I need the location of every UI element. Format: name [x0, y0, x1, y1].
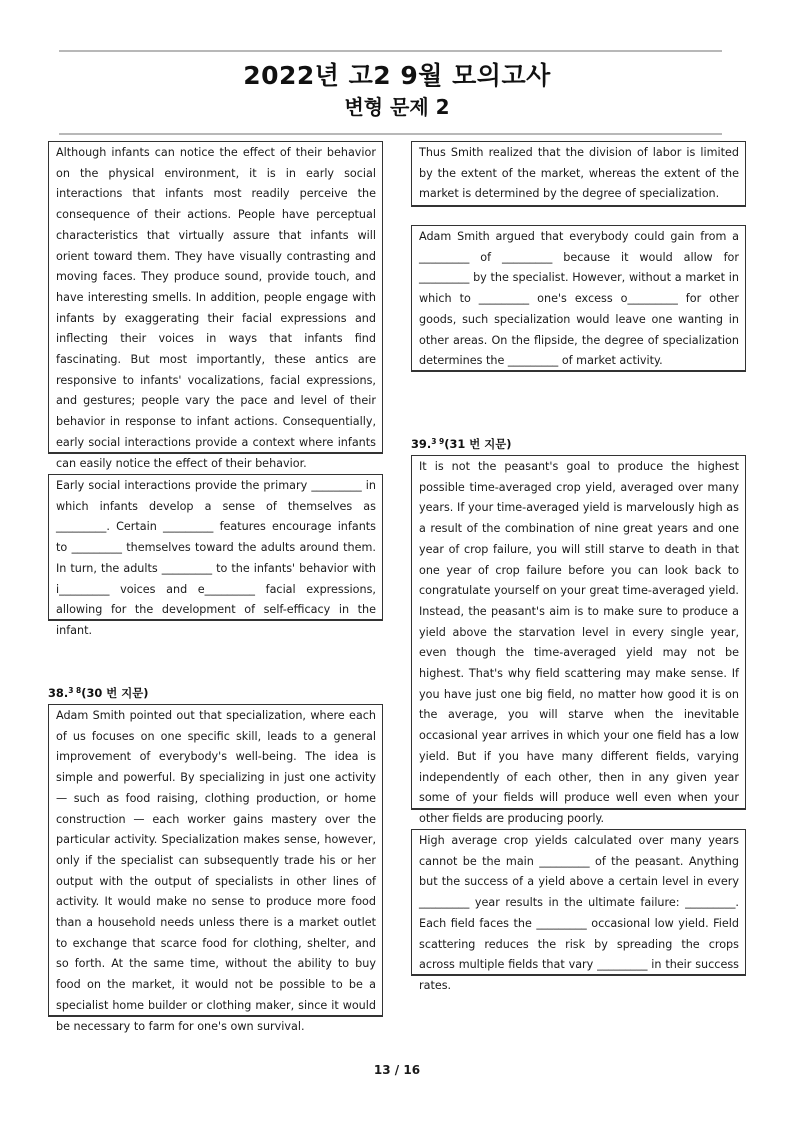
passage-38-end-box [411, 141, 746, 207]
page-subtitle: 변형 문제 2 [344, 95, 450, 119]
question-39-label [411, 436, 511, 452]
passage-a-text: Although infants can notice the effect of their behavior on the physical environment, it is in early social interactions that infants most readily perceive the consequence of their actions. People have perceptual characteristics that virtually assure that infants will orient toward them. They have visually contrasting and moving faces. They produce sound, provide touch, and have interesting smells. In addition, people engage with infants by exaggerating their facial expressions and inflecting their voices in ways that infants find fascinating. But most importantly, these antics are responsive to infants' vocalizations, facial expressions, and gestures; people vary the pace and level of their behavior in response to infant actions. Consequentially, early social interactions provide a context where infants can easily notice the effect of their behavior. [56, 146, 376, 470]
passage-38-text: Adam Smith pointed out that specialization, where each of us focuses on one specific skill, leads to a general improvement of everybody's well-being. The idea is simple and powerful. By specializing in just one activity — such as food raising, clothing production, or home construction — each worker gains mastery over the particular activity. Specialization makes sense, however, only if the specialist can subsequently trade his or her output with the output of specialists in other lines of activity. It would make no sense to produce more food than a household needs unless there is a market outlet to exchange that scarce food for clothing, shelter, and so forth. At the same time, without the ability to buy food on the market, it would not be possible to be a specialist home builder or clothing maker, since it would be necessary to farm for one's own survival. [56, 709, 376, 1033]
page-number: 13 / 16 [373, 1063, 421, 1077]
passage-box-38 [48, 704, 383, 1033]
question-38-label [48, 685, 148, 701]
summary-38-text: Adam Smith argued that everybody could gain from a _________ of _________ because it would allow for _________ by the specialist. However, without a market in which to _________ one's excess o_________ for other goods, such specialization would leave one wanting in other areas. On the flipside, the degree of specialization determines the _________ of market activity. [419, 230, 739, 368]
summary-a-text: Early social interactions provide the primary _________ in which infants develop a sense of themselves as _________. Certain _________ features encourage infants to _________ themselves toward the adults around them. In turn, the adults _________ to the infants' behavior with i_________ voices and e_________ facial expressions, allowing for the development of self-efficacy in the infant. [56, 479, 376, 637]
question-38-superscript: 3 8 [68, 686, 82, 695]
question-39-superscript: 3 9 [431, 437, 445, 446]
page-title: 2022년 고2 9월 모의고사 [243, 61, 551, 90]
passage-38-end-text: Thus Smith realized that the division of labor is limited by the extent of the market, whereas the extent of the market is determined by the degree of specialization. [419, 146, 739, 201]
question-38-tag: (30 번 지문) [81, 686, 149, 700]
summary-39-text: High average crop yields calculated over many years cannot be the main _________ of the peasant. Anything but the success of a yield above a certain level in every _________ year results in the ultimate failure: _________. Each field faces the _________ occasional low yield. Field scattering reduces the risk by spreading the crops across multiple fields that vary _________ in their success rates. [419, 834, 739, 992]
header-bottom-rule [59, 133, 722, 135]
passage-box-39 [411, 455, 746, 825]
summary-box-39 [411, 829, 746, 992]
top-rule [59, 50, 722, 52]
summary-box-38 [411, 225, 746, 372]
summary-box-a [48, 474, 383, 637]
question-38-number: 38. [48, 686, 69, 700]
question-39-tag: (31 번 지문) [444, 437, 512, 451]
passage-box-a [48, 141, 383, 470]
question-39-number: 39. [411, 437, 432, 451]
passage-39-text: It is not the peasant's goal to produce the highest possible time-averaged crop yield, averaged over many years. If your time-averaged yield is marvelously high as a result of the combination of nine great years and one year of crop failure, you will still starve to death in that one year of crop failure before you can look back to congratulate yourself on your great time-averaged yield. Instead, the peasant's aim is to make sure to produce a yield above the starvation level in every single year, even though the time-averaged yield may not be highest. That's why field scattering may make sense. If you have just one big field, no matter how good it is on the average, you will starve when the inevitable occasional year arrives in which your one field has a low yield. But if you have many different fields, varying independently of each other, then in any given year some of your fields will produce well even when your other fields are producing poorly. [419, 460, 739, 825]
